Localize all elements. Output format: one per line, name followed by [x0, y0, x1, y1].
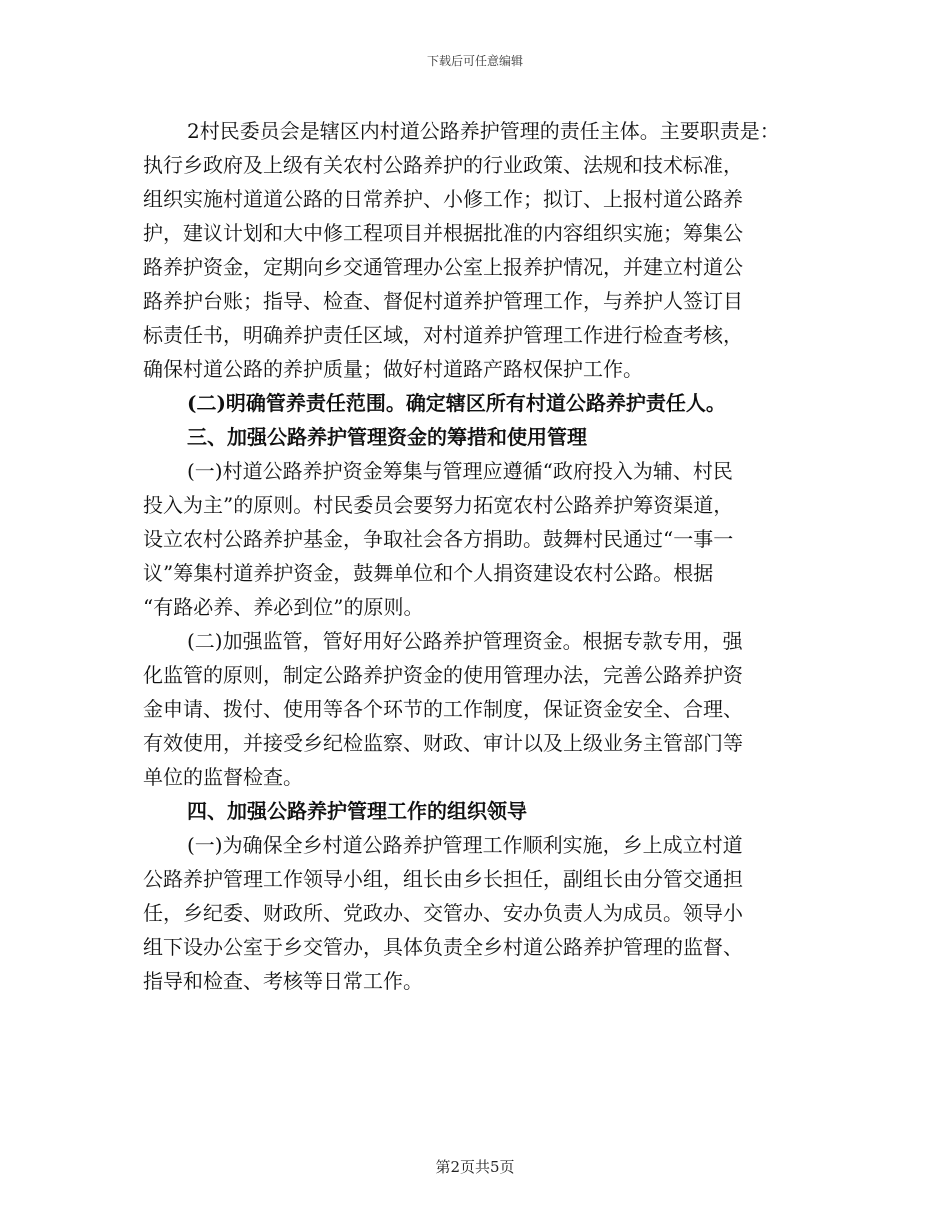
body-line: 金申请、拨付、使用等各个环节的工作制度，保证资金安全、合理、: [143, 697, 743, 721]
body-line: 议”筹集村道养护资金，鼓舞单位和个人捐资建设农村公路。根据: [143, 561, 714, 585]
body-line: 单位的监督检查。: [143, 765, 303, 789]
body-line: 有效使用，并接受乡纪检监察、财政、审计以及上级业务主管部门等: [143, 731, 743, 755]
body-line: “有路必养、养必到位”的原则。: [143, 595, 424, 619]
body-line: 路养护资金，定期向乡交通管理办公室上报养护情况，并建立村道公: [143, 255, 743, 279]
body-line: (一)村道公路养护资金筹集与管理应遵循“政府投入为辅、村民: [187, 459, 733, 483]
body-line: 路养护台账；指导、检查、督促村道养护管理工作，与养护人签订目: [143, 289, 743, 313]
body-line: (一)为确保全乡村道公路养护管理工作顺利实施，乡上成立村道: [187, 833, 743, 857]
page-header: 下载后可任意编辑: [426, 54, 523, 68]
body-line: (二)加强监管，管好用好公路养护管理资金。根据专款专用，强: [187, 629, 743, 653]
page-footer: 第2页共5页: [435, 1158, 515, 1176]
body-line: 护，建议计划和大中修工程项目并根据批准的内容组织实施；筹集公: [143, 221, 743, 245]
body-line: 设立农村公路养护基金，争取社会各方捐助。鼓舞村民通过“一事一: [143, 527, 734, 551]
body-line: 组织实施村道道公路的日常养护、小修工作；拟订、上报村道公路养: [143, 187, 743, 211]
body-line: 组下设办公室于乡交管办，具体负责全乡村道公路养护管理的监督、: [143, 935, 743, 959]
body-line: 化监管的原则，制定公路养护资金的使用管理办法，完善公路养护资: [143, 663, 743, 687]
body-line: 标责任书，明确养护责任区域，对村道养护管理工作进行检查考核，: [143, 323, 743, 347]
body-line: 任，乡纪委、财政所、党政办、交管办、安办负责人为成员。领导小: [143, 901, 743, 925]
section-subheading: (二)明确管养责任范围。确定辖区所有村道公路养护责任人。: [187, 391, 726, 415]
section-heading: 四、加强公路养护管理工作的组织领导: [187, 799, 527, 823]
body-line: 2村民委员会是辖区内村道公路养护管理的责任主体。主要职责是：: [187, 119, 780, 143]
body-line: 确保村道公路的养护质量；做好村道路产路权保护工作。: [143, 357, 643, 381]
section-heading: 三、加强公路养护管理资金的筹措和使用管理: [187, 425, 587, 449]
body-line: 公路养护管理工作领导小组，组长由乡长担任，副组长由分管交通担: [143, 867, 743, 891]
document-body: [143, 114, 823, 998]
body-line: 投入为主”的原则。村民委员会要努力拓宽农村公路养护筹资渠道，: [143, 493, 734, 517]
body-line: 指导和检查、考核等日常工作。: [143, 969, 423, 993]
body-line: 执行乡政府及上级有关农村公路养护的行业政策、法规和技术标准，: [143, 153, 743, 177]
